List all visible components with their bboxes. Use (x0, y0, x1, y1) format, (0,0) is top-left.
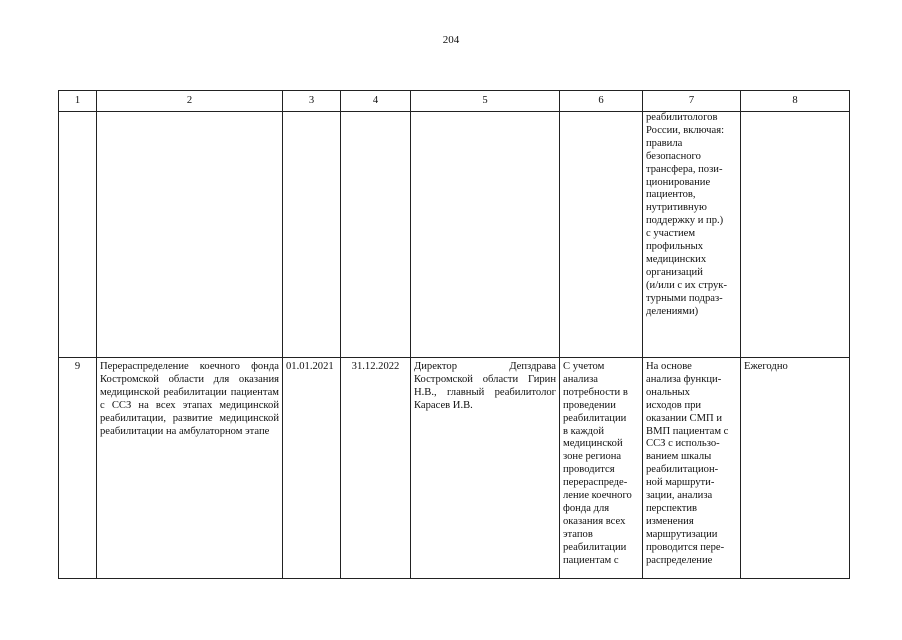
row9-col6-line: в каждой (563, 425, 605, 437)
cont-col7-line: России, включая: (646, 124, 725, 136)
cont-col7-line: поддержку и пр.) (646, 215, 724, 227)
row9-col7-line: ВМП пациентам с (646, 425, 729, 437)
cont-col7-line: ционирование (646, 176, 711, 188)
cont-cell-4 (341, 112, 411, 358)
cont-col7-line: безопасного (646, 150, 701, 162)
cont-col7-line: (и/или с их струк- (646, 279, 727, 291)
plan-table (58, 90, 850, 579)
cont-col7-line: реабилитологов (646, 112, 718, 123)
cont-col7-text (646, 112, 737, 319)
cont-cell-1 (59, 112, 97, 358)
cont-col7-line: медицинских (646, 253, 707, 265)
row9-col6-line: проведении (563, 399, 616, 411)
row9-col6-line: проводится (563, 464, 615, 476)
row9-col6 (560, 358, 643, 579)
cont-cell-3 (283, 112, 341, 358)
table-row-continuation (59, 112, 850, 358)
cont-col7-line: правила (646, 137, 683, 149)
row9-number: 9 (59, 358, 97, 579)
row9-col6-text (563, 361, 639, 568)
row9-col7-line: ванием шкалы (646, 451, 712, 463)
header-col-7: 7 (643, 91, 741, 112)
row9-col7-line: изменения (646, 515, 694, 527)
row9-start-date: 01.01.2021 (283, 358, 341, 579)
row9-col6-line: пациентам с (563, 554, 619, 566)
cont-col7-line: профильных (646, 241, 703, 253)
header-row (59, 91, 850, 112)
row9-col6-line: анализа (563, 373, 599, 385)
header-col-2: 2 (97, 91, 283, 112)
cont-cell-7 (643, 112, 741, 358)
row9-col6-line: фонда для (563, 502, 610, 514)
cont-cell-5 (411, 112, 560, 358)
row9-col6-line: этапов (563, 528, 593, 540)
page-number: 204 (442, 34, 460, 46)
row9-col7-text (646, 361, 737, 568)
row9-col6-line: ление коечного (563, 490, 632, 502)
row9-col7-line: ССЗ с использо- (646, 438, 720, 450)
row9-end-date: 31.12.2022 (341, 358, 411, 579)
row9-col6-line: потребности в (563, 386, 628, 398)
row9-col6-line: зоне региона (563, 451, 622, 463)
cont-cell-8 (741, 112, 850, 358)
header-col-1: 1 (59, 91, 97, 112)
row9-col7-line: реабилитацион- (646, 464, 719, 476)
header-col-5: 5 (411, 91, 560, 112)
cont-col7-line: с участием (646, 228, 696, 240)
row9-col6-line: перераспреде- (563, 477, 628, 489)
cont-cell-6 (560, 112, 643, 358)
cont-col7-line: организаций (646, 266, 703, 278)
row9-col6-line: реабилитации (563, 412, 627, 424)
row9-col7-line: анализа функци- (646, 373, 722, 385)
row9-col7-line: зации, анализа (646, 490, 713, 502)
row9-col6-line: реабилитации (563, 541, 627, 553)
cont-cell-2 (97, 112, 283, 358)
row9-col7-line: На основе (646, 361, 692, 372)
row9-col7-line: ной маршрути- (646, 477, 715, 489)
row9-col6-line: медицинской (563, 438, 623, 450)
row9-col7-line: распределение (646, 554, 713, 566)
header-col-4: 4 (341, 91, 411, 112)
table-row-9 (59, 358, 850, 579)
row9-col7-line: перспектив (646, 502, 698, 514)
row9-description: Перераспределение коечного фонда Костромской области для оказания медицинской реабилитации пациентам с ССЗ на всех этапах медицинской реабилитации, развитие медицинской реабилитации на амбулаторном этапе (97, 358, 283, 579)
row9-col6-line: оказания всех (563, 515, 626, 527)
cont-col7-line: делениями) (646, 305, 699, 317)
row9-col7-line: исходов при (646, 399, 702, 411)
row9-col7-line: проводится пере- (646, 541, 725, 553)
row9-responsible: Директор Депздрава Костромской области Гирин Н.В., главный реабилитолог Карасев И.В. (411, 358, 560, 579)
cont-col7-line: трансфера, пози- (646, 163, 723, 175)
row9-col7 (643, 358, 741, 579)
row9-col7-line: ональных (646, 386, 690, 398)
cont-col7-line: пациентов, (646, 189, 696, 201)
row9-col7-line: оказании СМП и (646, 412, 722, 424)
header-col-8: 8 (741, 91, 850, 112)
row9-frequency: Ежегодно (741, 358, 850, 579)
header-col-6: 6 (560, 91, 643, 112)
cont-col7-line: нутритивную (646, 202, 707, 214)
cont-col7-line: турными подраз- (646, 292, 723, 304)
row9-col6-line: С учетом (563, 361, 605, 372)
row9-col7-line: маршрутизации (646, 528, 718, 540)
header-col-3: 3 (283, 91, 341, 112)
